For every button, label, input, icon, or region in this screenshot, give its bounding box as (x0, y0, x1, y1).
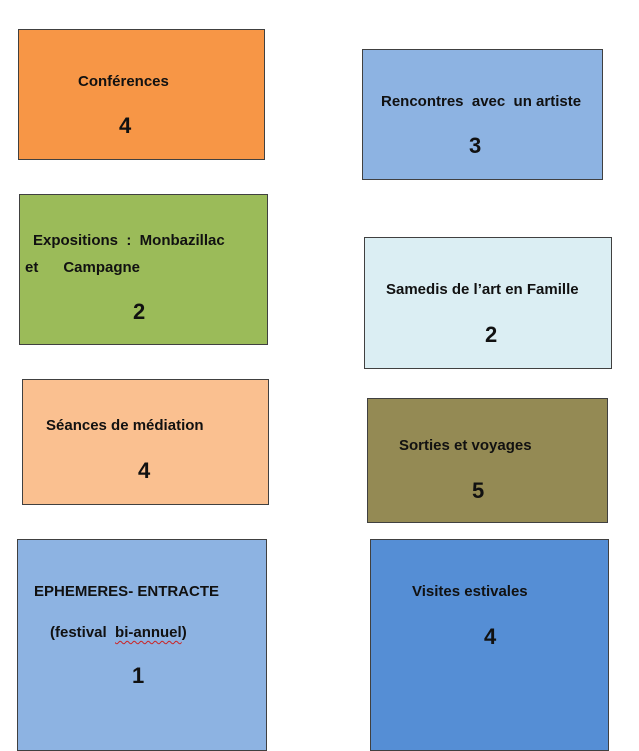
expositions-count: 2 (133, 299, 146, 324)
box-samedis (364, 237, 612, 369)
ephemeres-label-line2 (50, 624, 187, 642)
box-sorties (367, 398, 608, 523)
visites-count: 4 (484, 624, 497, 649)
box-expositions (19, 194, 268, 345)
expositions-label-line1: Expositions : Monbazillac (33, 232, 225, 249)
samedis-label: Samedis de l’art en Famille (386, 281, 579, 298)
conferences-count: 4 (119, 113, 132, 138)
samedis-count: 2 (485, 322, 498, 347)
rencontres-label: Rencontres avec un artiste (381, 93, 582, 110)
expositions-label-line2: et Campagne (25, 259, 141, 276)
box-ephemeres (17, 539, 267, 751)
ephemeres-label-line1: EPHEMERES- ENTRACTE (34, 583, 220, 600)
box-rencontres (362, 49, 603, 180)
rencontres-count: 3 (469, 133, 482, 158)
box-visites (370, 539, 609, 751)
ephemeres-count: 1 (132, 663, 145, 688)
ephemeres-label-part3: ) (181, 624, 187, 641)
seances-label: Séances de médiation (46, 417, 204, 434)
sorties-count: 5 (472, 478, 485, 503)
box-conferences (18, 29, 265, 160)
visites-label: Visites estivales (412, 583, 528, 600)
box-seances (22, 379, 269, 505)
seances-count: 4 (138, 458, 151, 483)
ephemeres-label-part1: (festival (50, 624, 116, 641)
ephemeres-label-part2: bi-annuel (115, 624, 182, 641)
sorties-label: Sorties et voyages (399, 437, 532, 454)
conferences-label: Conférences (78, 73, 169, 90)
